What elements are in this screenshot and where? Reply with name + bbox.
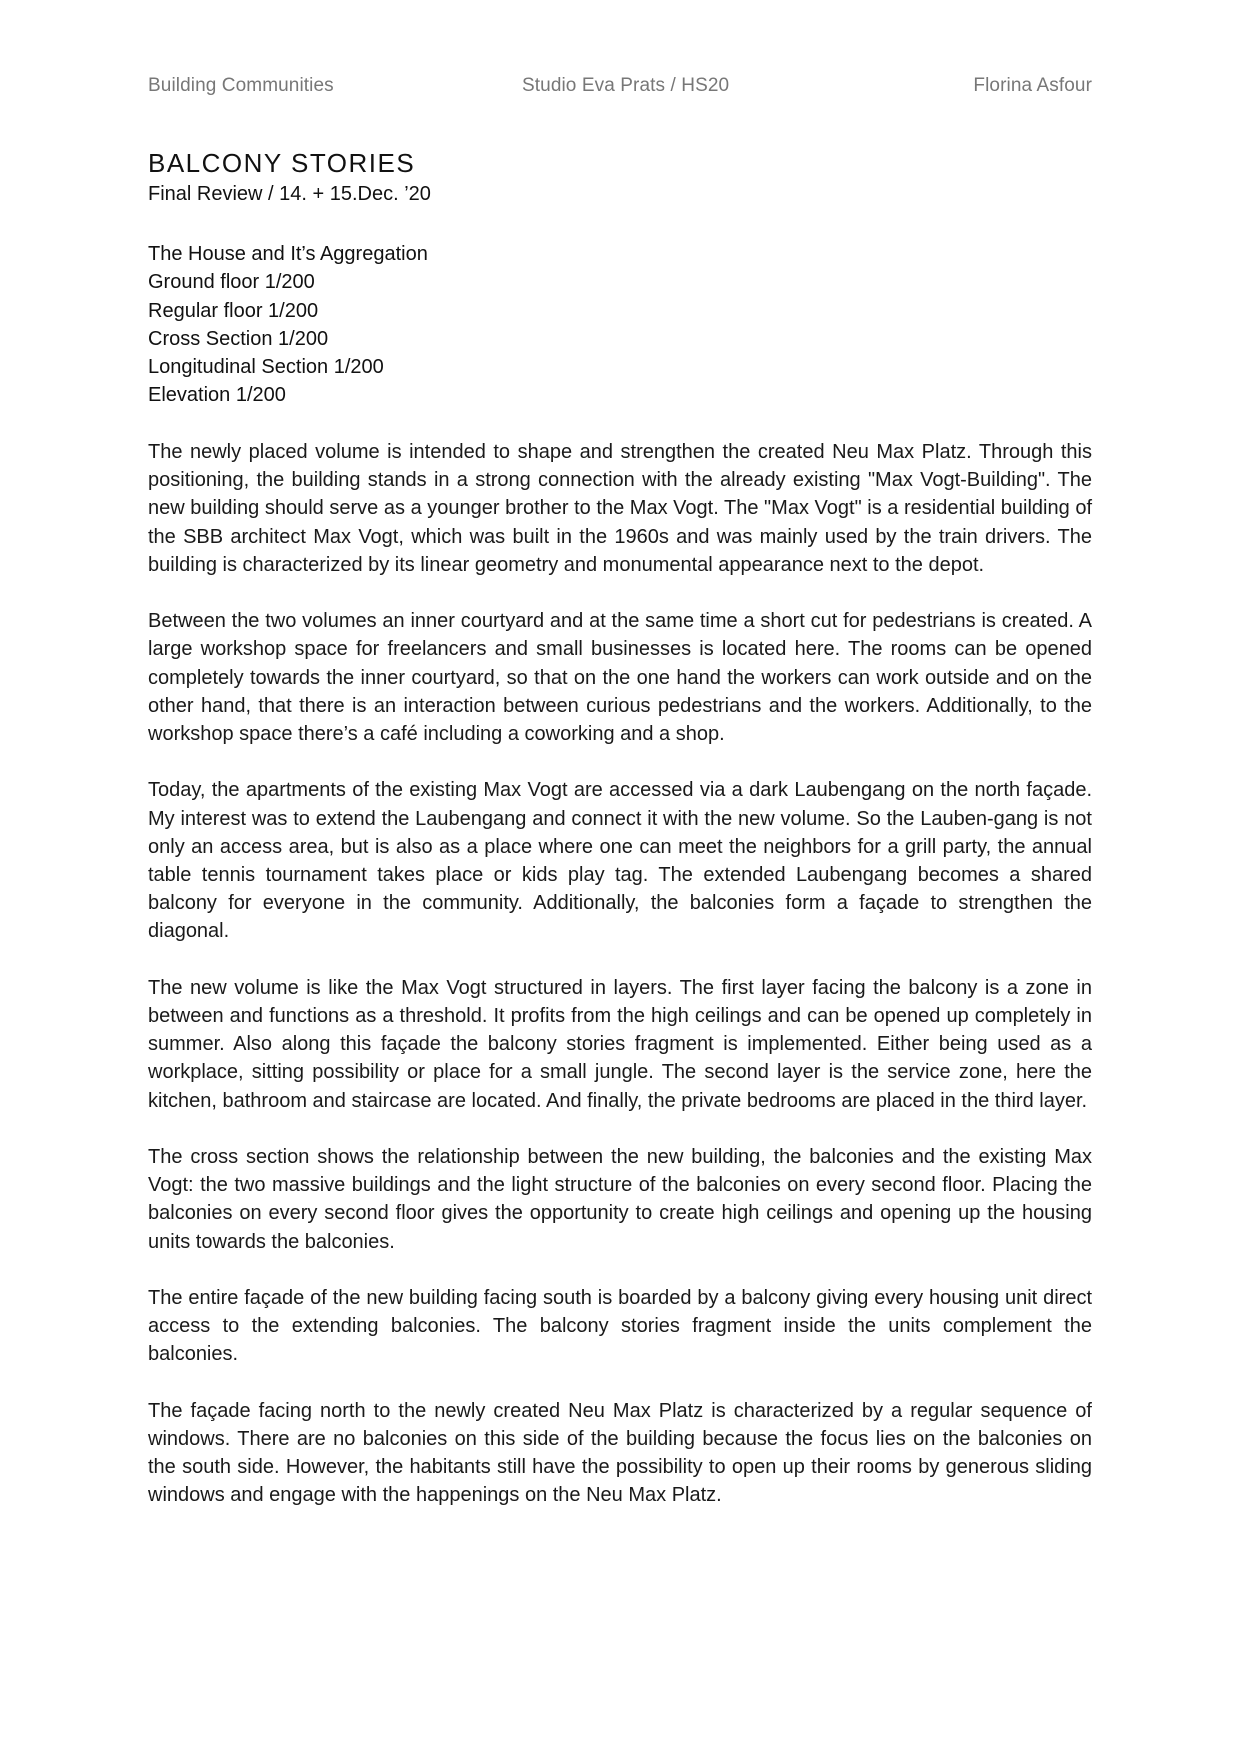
document-title: BALCONY STORIES xyxy=(148,148,416,178)
plans-list-section xyxy=(148,240,428,410)
paragraph-south-facade: The entire façade of the new building facing south is boarded by a balcony giving every housing unit direct access to the extending balconies. The balcony stories fragment inside the units complement the balconies. xyxy=(148,1287,1092,1366)
paragraph-laubengang: Today, the apartments of the existing Max Vogt are accessed via a dark Laubengang on the north façade. My interest was to extend the Laubengang and connect it with the new volume. So the Lauben-gang is not only an access area, but is also as a place where one can meet the neighbors for a grill party, the annual table tennis tournament takes place or kids play tag. The extended Laubengang becomes a shared balcony for everyone in the community. Additionally, the balconies form a façade to strengthen the diagonal. xyxy=(148,779,1092,943)
plans-heading: The House and It’s Aggregation xyxy=(148,243,428,265)
paragraph-volume: The newly placed volume is intended to shape and strengthen the created Neu Max Platz. Through this positioning, the building stands in a strong connection with the already existing "Max Vogt-Building". The new building should serve as a younger brother to the Max Vogt. The "Max Vogt" is a residential building of the SBB architect Max Vogt, which was built in the 1960s and was mainly used by the train drivers. The building is characterized by its linear geometry and monumental appearance next to the depot. xyxy=(148,441,1092,576)
header-course: Building Communities xyxy=(148,75,334,96)
plans-list-item: Ground floor 1/200 xyxy=(148,271,315,294)
body-text xyxy=(148,438,1092,1538)
header-studio: Studio Eva Prats / HS20 xyxy=(522,75,730,96)
paragraph-north-facade: The façade facing north to the newly created Neu Max Platz is characterized by a regular sequence of windows. There are no balconies on this side of the building because the focus lies on the balconies on the south side. However, the habitants still have the possibility to open up their rooms by generous sliding windows and engage with the happenings on the Neu Max Platz. xyxy=(148,1399,1092,1507)
plans-list-item: Cross Section 1/200 xyxy=(148,327,329,350)
plans-list-item: Elevation 1/200 xyxy=(148,384,286,407)
plans-list xyxy=(148,268,428,409)
page-header xyxy=(148,75,1092,97)
document-subtitle: Final Review / 14. + 15.Dec. ’20 xyxy=(148,183,431,205)
paragraph-courtyard: Between the two volumes an inner courtyard and at the same time a short cut for pedestrians is created. A large workshop space for freelancers and small businesses is located here. The rooms can be opened completely towards the inner courtyard, so that on the one hand the workers can work outside and on the other hand, that there is an interaction between curious pedestrians and the workers. Additionally, to the workshop space there’s a café including a coworking and a shop. xyxy=(148,610,1092,746)
plans-list-item: Longitudinal Section 1/200 xyxy=(148,356,384,379)
header-author: Florina Asfour xyxy=(973,75,1092,96)
plans-list-item: Regular floor 1/200 xyxy=(148,299,319,322)
paragraph-cross-section: The cross section shows the relationship between the new building, the balconies and the existing Max Vogt: the two massive buildings and the light structure of the balconies on every second floor. Placing the balconies on every second floor gives the opportunity to create high ceilings and opening up the housing units towards the balconies. xyxy=(148,1146,1092,1253)
paragraph-layers: The new volume is like the Max Vogt structured in layers. The first layer facing the balcony is a zone in between and functions as a threshold. It profits from the high ceilings and can be opened up completely in summer. Also along this façade the balcony stories fragment is implemented. Either being used as a workplace, sitting possibility or place for a small jungle. The second layer is the service zone, here the kitchen, bathroom and staircase are located. And finally, the private bedrooms are placed in the third layer. xyxy=(148,976,1092,1112)
